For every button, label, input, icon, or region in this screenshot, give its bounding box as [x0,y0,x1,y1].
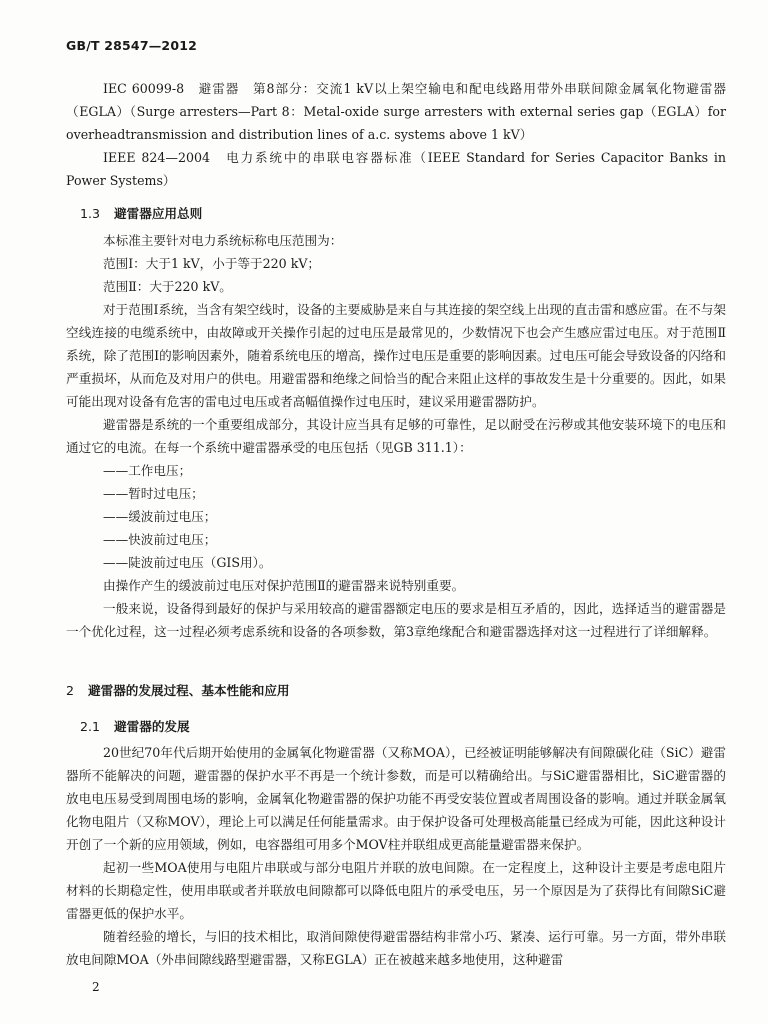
section-1-3-body [66,229,726,643]
section-number: 1.3 [80,206,101,221]
reference-iec-60099-8: IEC 60099-8 避雷器 第8部分：交流1 kV以上架空输电和配电线路用带外串联间隙金属氧化物避雷器（EGLA）（Surge arresters—Part 8：Metal-oxide surge arresters with external series gap（EGLA）for overheadtransmission and distribution lines of a.c. systems above 1 kV） [66,81,726,142]
paragraph: 20世纪70年代后期开始使用的金属氧化物避雷器（又称MOA），已经被证明能够解决有间隙碳化硅（SiC）避雷器所不能解决的问题，避雷器的保护水平不再是一个统计参数，而是可以精确给出。与SiC避雷器相比，SiC避雷器的放电电压易受到周围电场的影响，金属氧化物避雷器的保护功能不再受安装位置或者周围设备的影响。通过并联金属氧化物电阻片（又称MOV），理论上可以满足任何能量需求。由于保护设备可处理极高能量已经成为可能，因此这种设计开创了一个新的应用领域，例如，电容器组可用多个MOV柱并联组成更高能量避雷器来保护。 [66,745,726,852]
section-2-1-body [66,741,726,971]
voltage-list-item: ——工作电压； [103,463,192,478]
section-title: 避雷器应用总则 [114,206,203,221]
paragraph: 随着经验的增长，与旧的技术相比，取消间隙使得避雷器结构非常小巧、紧凑、运行可靠。另一方面，带外串联放电间隙MOA（外串间隙线路型避雷器，又称EGLA）正在被越来越多地使用，这种避雷 [66,929,726,967]
voltage-list-item: ——快波前过电压； [103,532,217,547]
reference-list [66,77,726,192]
voltage-list-item: ——缓波前过电压； [103,509,217,524]
paragraph: 由操作产生的缓波前过电压对保护范围Ⅱ的避雷器来说特别重要。 [103,578,465,593]
section-title: 避雷器的发展过程、基本性能和应用 [88,683,290,698]
section-number: 2 [66,683,75,698]
reference-ieee-824: IEEE 824—2004 电力系统中的串联电容器标准（IEEE Standard for Series Capacitor Banks in Power Systems） [66,150,726,188]
standard-code: GB/T 28547—2012 [66,38,198,53]
paragraph: 对于范围Ⅰ系统，当含有架空线时，设备的主要威胁是来自与其连接的架空线上出现的直击雷和感应雷。在不与架空线连接的电缆系统中，由故障或开关操作引起的过电压是最常见的，少数情况下也会产生感应雷过电压。对于范围Ⅱ系统，除了范围Ⅰ的影响因素外，随着系统电压的增高，操作过电压是重要的影响因素。过电压可能会导致设备的闪络和严重损坏，从而危及对用户的供电。用避雷器和绝缘之间恰当的配合来阻止这样的事故发生是十分重要的。因此，如果可能出现对设备有危害的雷电过电压或者高幅值操作过电压时，建议采用避雷器防护。 [66,302,726,409]
section-2-1-heading [80,716,190,735]
chapter-2-heading [66,680,290,699]
scope-intro: 本标准主要针对电力系统标称电压范围为： [103,233,343,248]
paragraph: 一般来说，设备得到最好的保护与采用较高的避雷器额定电压的要求是相互矛盾的，因此，选择适当的避雷器是一个优化过程，这一过程必须考虑系统和设备的各项参数，第3章绝缘配合和避雷器选择对这一过程进行了详细解释。 [66,601,726,639]
voltage-list-item: ——暂时过电压； [103,486,204,501]
voltage-list-item: ——陡波前过电压（GIS用）。 [103,555,272,570]
paragraph: 起初一些MOA使用与电阻片串联或与部分电阻片并联的放电间隙。在一定程度上，这种设计主要是考虑电阻片材料的长期稳定性，使用串联或者并联放电间隙都可以降低电阻片的承受电压，另一个原因是为了获得比有间隙SiC避雷器更低的保护水平。 [66,860,726,921]
page-number: 2 [92,980,100,994]
scope-range-2: 范围Ⅱ：大于220 kV。 [103,279,232,294]
section-number: 2.1 [80,719,101,734]
section-title: 避雷器的发展 [114,719,190,734]
scope-range-1: 范围Ⅰ：大于1 kV，小于等于220 kV； [103,256,321,271]
paragraph: 避雷器是系统的一个重要组成部分，其设计应当具有足够的可靠性，足以耐受在污秽或其他安装环境下的电压和通过它的电流。在每一个系统中避雷器承受的电压包括（见GB 311.1）： [66,417,726,455]
section-1-3-heading [80,203,202,222]
